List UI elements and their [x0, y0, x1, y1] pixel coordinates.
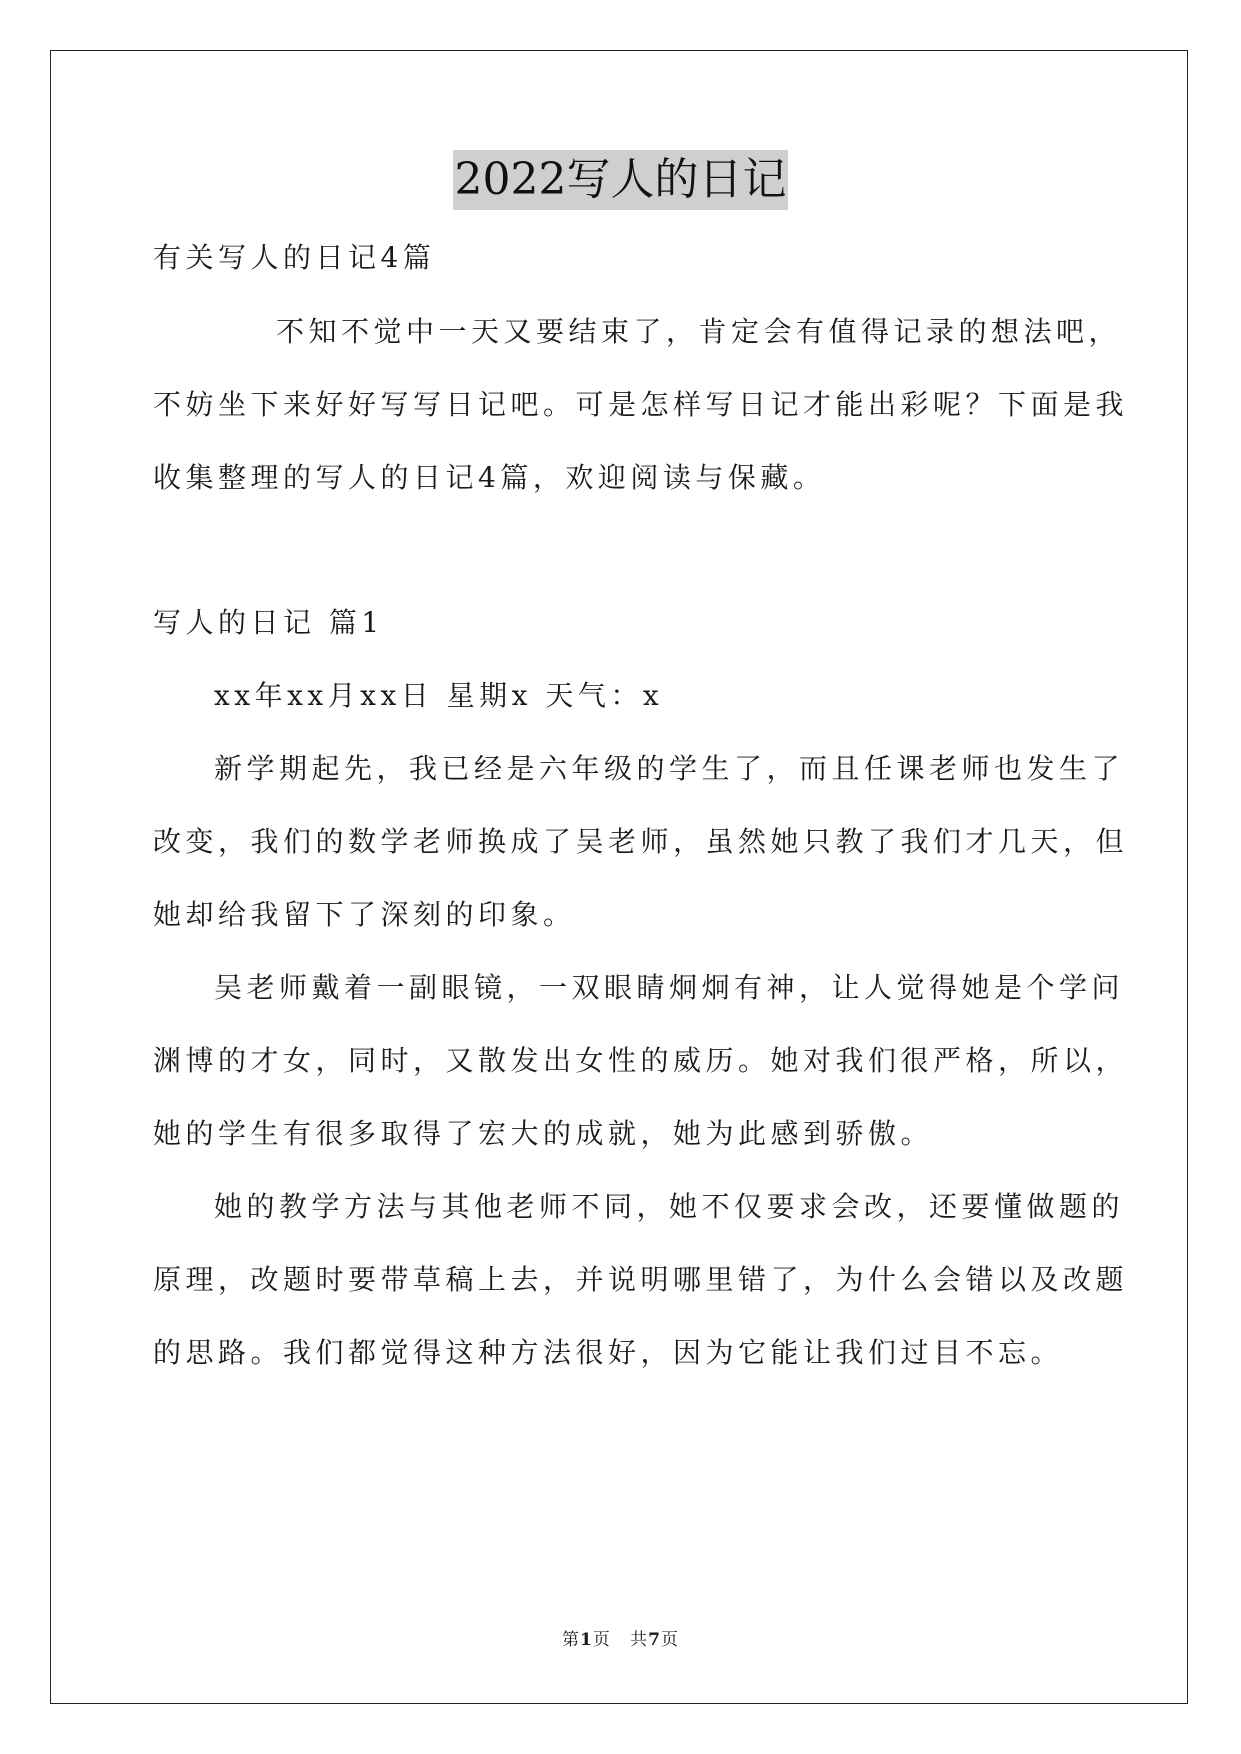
- title-container: [0, 150, 1241, 210]
- footer-page-number: 1: [580, 1630, 593, 1650]
- paragraph-3-line-2: 原理，改题时要带草稿上去，并说明哪里错了，为什么会错以及改题: [153, 1263, 1129, 1296]
- footer-page-prefix: 第: [562, 1630, 581, 1650]
- intro-line-2: 不妨坐下来好好写写日记吧。可是怎样写日记才能出彩呢？下面是我: [153, 388, 1129, 421]
- page-footer: [0, 1625, 1241, 1650]
- document-subtitle: 有关写人的日记4篇: [153, 241, 436, 274]
- intro-line-3: 收集整理的写人的日记4篇，欢迎阅读与保藏。: [153, 461, 826, 494]
- paragraph-3-line-1: 她的教学方法与其他老师不同，她不仅要求会改，还要懂做题的: [214, 1190, 1125, 1223]
- footer-page-mid: 页 共: [592, 1630, 649, 1650]
- paragraph-2-line-1: 吴老师戴着一副眼镜，一双眼睛炯炯有神，让人觉得她是个学问: [214, 971, 1125, 1004]
- footer-page-suffix: 页: [660, 1630, 679, 1650]
- paragraph-1-line-3: 她却给我留下了深刻的印象。: [153, 898, 576, 931]
- paragraph-1-line-2: 改变，我们的数学老师换成了吴老师，虽然她只教了我们才几天，但: [153, 825, 1129, 858]
- paragraph-3-line-3: 的思路。我们都觉得这种方法很好，因为它能让我们过目不忘。: [153, 1336, 1064, 1369]
- document-title: 2022写人的日记: [453, 150, 789, 210]
- section-heading: 写人的日记 篇1: [153, 606, 384, 639]
- paragraph-2-line-2: 渊博的才女，同时，又散发出女性的威历。她对我们很严格，所以，: [153, 1044, 1129, 1077]
- paragraph-1-line-1: 新学期起先，我已经是六年级的学生了，而且任课老师也发生了: [214, 752, 1125, 785]
- footer-total-pages: 7: [648, 1630, 661, 1650]
- intro-line-1: 不知不觉中一天又要结束了，肯定会有值得记录的想法吧，: [276, 315, 1122, 348]
- paragraph-2-line-3: 她的学生有很多取得了宏大的成就，她为此感到骄傲。: [153, 1117, 934, 1150]
- date-line: xx年xx月xx日 星期x 天气：x: [214, 679, 664, 712]
- page-border: [50, 50, 1188, 1704]
